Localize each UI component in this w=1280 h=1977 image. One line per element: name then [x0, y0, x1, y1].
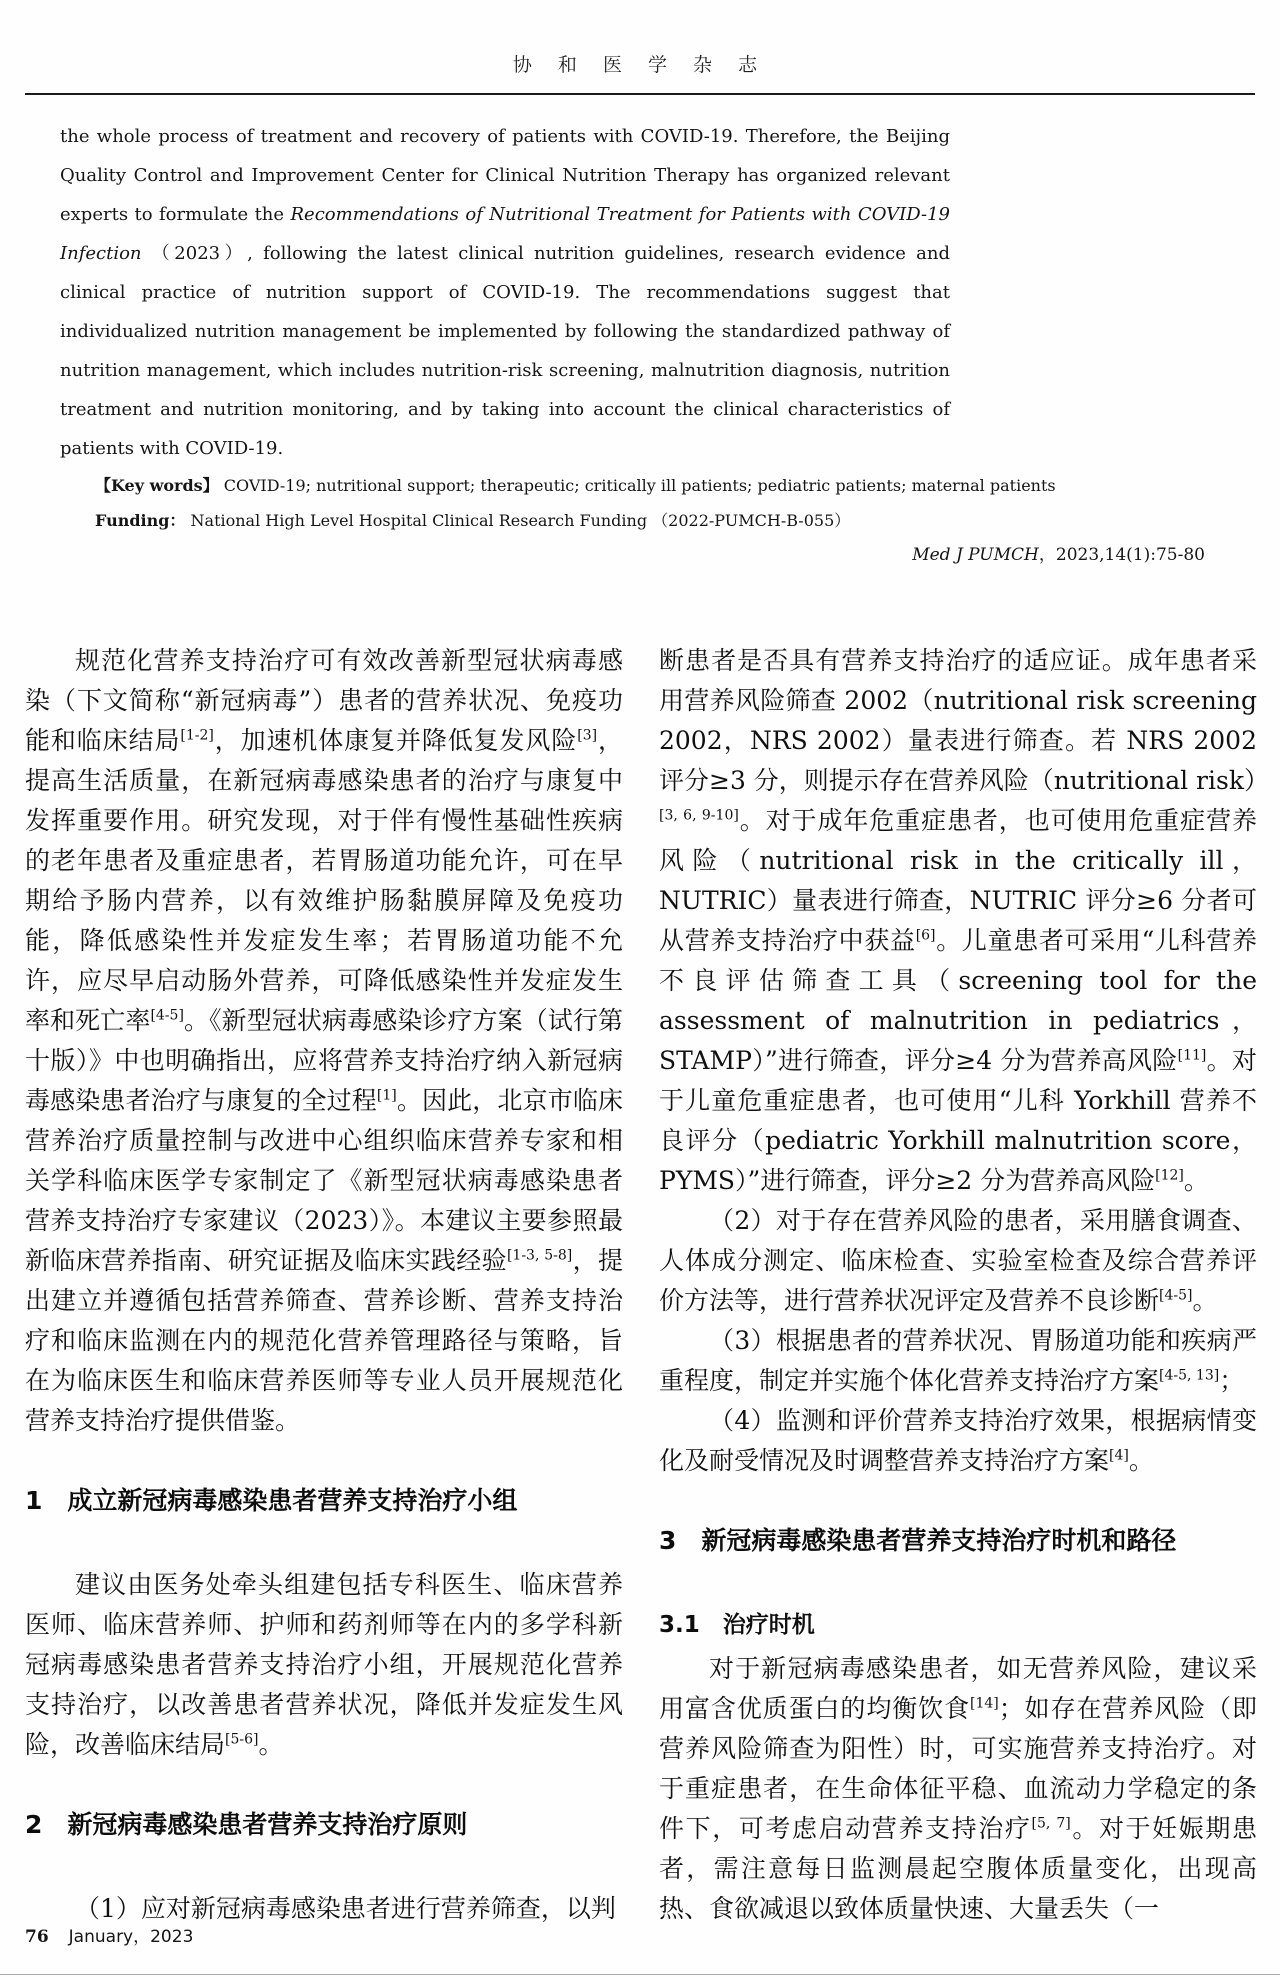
- left-column: [25, 641, 623, 1929]
- reference-superscript: [3, 6, 9-10]: [659, 807, 739, 824]
- section-heading-2: 2 新冠病毒感染患者营养支持治疗原则: [25, 1810, 468, 1839]
- body-paragraph: （4）监测和评价营养支持治疗效果，根据病情变化及耐受情况及时调整营养支持治疗方案[4]。: [659, 1406, 1257, 1475]
- body-paragraph: 规范化营养支持治疗可有效改善新型冠状病毒感染（下文简称“新冠病毒”）患者的营养状况、免疫功能和临床结局[1-2]，加速机体康复并降低复发风险[3]，提高生活质量，在新冠病毒感染患者的治疗与康复中发挥重要作用。研究发现，对于伴有慢性基础性疾病的老年患者及重症患者，若胃肠道功能允许，可在早期给予肠内营养，以有效维护肠黏膜屏障及免疫功能，降低感染性并发症发生率；若胃肠道功能不允许，应尽早启动肠外营养，可降低感染性并发症发生率和死亡率[4-5]。《新型冠状病毒感染诊疗方案（试行第十版）》中也明确指出，应将营养支持治疗纳入新冠病毒感染患者治疗与康复的全过程[1]。因此，北京市临床营养治疗质量控制与改进中心组织临床营养专家和相关学科临床医学专家制定了《新型冠状病毒感染患者营养支持治疗专家建议（2023）》。本建议主要参照最新临床营养指南、研究证据及临床实践经验[1-3, 5-8]，提出建立并遵循包括营养筛查、营养诊断、营养支持治疗和临床监测在内的规范化营养管理路径与策略，旨在为临床医生和临床营养医师等专业人员开展规范化营养支持治疗提供借鉴。: [25, 646, 623, 1435]
- reference-superscript: [1-2]: [180, 727, 214, 744]
- citation-volume-pages: ，2023,14(1):75-80: [1038, 545, 1205, 565]
- citation: [0, 538, 1205, 573]
- citation-journal: Med J PUMCH: [912, 545, 1039, 565]
- reference-superscript: [1]: [376, 1087, 397, 1104]
- reference-superscript: [6]: [915, 927, 936, 944]
- header-rule: [25, 93, 1255, 95]
- body-columns: [25, 641, 1269, 1929]
- keywords-label: 【Key words】: [95, 476, 219, 495]
- right-column: [659, 641, 1269, 1929]
- body-paragraph: 建议由医务处牵头组建包括专科医生、临床营养医师、临床营养师、护师和药剂师等在内的多学科新冠病毒感染患者营养支持治疗小组，开展规范化营养支持治疗，以改善患者营养状况，降低并发症发生风险，改善临床结局[5-6]。: [25, 1570, 623, 1759]
- reference-superscript: [4]: [1109, 1447, 1129, 1464]
- body-paragraph: （3）根据患者的营养状况、胃肠道功能和疾病严重程度，制定并实施个体化营养支持治疗方案[4-5, 13]；: [659, 1326, 1257, 1395]
- reference-superscript: [5-6]: [225, 1731, 259, 1748]
- section-heading-3: 3 新冠病毒感染患者营养支持治疗时机和路径: [659, 1526, 1177, 1555]
- page-footer: [25, 1922, 193, 1947]
- section-heading-1: 1 成立新冠病毒感染患者营养支持治疗小组: [25, 1486, 518, 1515]
- body-paragraph: 对于新冠病毒感染患者，如无营养风险，建议采用富含优质蛋白的均衡饮食[14]；如存在营养风险（即营养风险筛查为阳性）时，可实施营养支持治疗。对于重症患者，在生命体征平稳、血流动力学稳定的条件下，可考虑启动营养支持治疗[5, 7]。对于妊娠期患者，需注意每日监测晨起空腹体质量变化，出现高热、食欲减退以致体质量快速、大量丢失（一: [659, 1654, 1257, 1923]
- section-heading-3-1: 3.1 治疗时机: [659, 1612, 815, 1638]
- keywords-text: COVID-19; nutritional support; therapeutic; critically ill patients; pediatric patients; maternal patients: [223, 476, 1056, 495]
- funding-label: Funding：: [95, 511, 186, 530]
- abstract-section: [60, 117, 1056, 538]
- reference-superscript: [11]: [1177, 1047, 1207, 1064]
- keywords-line: [95, 468, 1056, 503]
- reference-superscript: [12]: [1155, 1167, 1184, 1184]
- page-number: 76: [25, 1927, 49, 1947]
- issue-date: January，2023: [68, 1927, 194, 1947]
- reference-superscript: [1-3, 5-8]: [506, 1247, 573, 1264]
- bottom-rule: [0, 1974, 1280, 1975]
- funding-text: National High Level Hospital Clinical Research Funding （2022-PUMCH-B-055）: [190, 511, 851, 530]
- body-paragraph: 断患者是否具有营养支持治疗的适应证。成年患者采用营养风险筛查 2002（nutritional risk screening 2002，NRS 2002）量表进行筛查。若 NRS 2002 评分≥3 分，则提示存在营养风险（nutritional risk）[3, 6, 9-10]。对于成年危重症患者，也可使用危重症营养风险（nutritional risk in the critically ill，NUTRIC）量表进行筛查，NUTRIC 评分≥6 分者可从营养支持治疗中获益[6]。儿童患者可采用“儿科营养不良评估筛查工具（screening tool for the assessment of malnutrition in pediatrics，STAMP）”进行筛查，评分≥4 分为营养高风险[11]。对于儿童危重症患者，也可使用“儿科 Yorkhill 营养不良评分（pediatric Yorkhill malnutrition score，PYMS）”进行筛查，评分≥2 分为营养高风险[12]。: [659, 646, 1269, 1195]
- reference-superscript: [4-5, 13]: [1159, 1367, 1220, 1384]
- body-paragraph: （2）对于存在营养风险的患者，采用膳食调查、人体成分测定、临床检查、实验室检查及综合营养评价方法等，进行营养状况评定及营养不良诊断[4-5]。: [659, 1206, 1257, 1315]
- journal-title: 协 和 医 学 杂 志: [512, 54, 768, 76]
- reference-superscript: [14]: [969, 1695, 999, 1712]
- reference-superscript: [4-5]: [1159, 1287, 1193, 1304]
- reference-superscript: [5, 7]: [1031, 1815, 1071, 1832]
- funding-line: [95, 503, 950, 538]
- abstract-paragraph: the whole process of treatment and recovery of patients with COVID-19. Therefore, the Beijing Quality Control and Improvement Center for Clinical Nutrition Therapy has organized relevant experts to formulate the Recommendations of Nutritional Treatment for Patients with COVID-19 Infection （2023）, following the latest clinical nutrition guidelines, research evidence and clinical practice of nutrition support of COVID-19. The recommendations suggest that individualized nutrition management be implemented by following the standardized pathway of nutrition management, which includes nutrition-risk screening, malnutrition diagnosis, nutrition treatment and nutrition monitoring, and by taking into account the clinical characteristics of patients with COVID-19.: [60, 126, 950, 459]
- reference-superscript: [3]: [577, 727, 598, 744]
- reference-superscript: [4-5]: [150, 1007, 184, 1024]
- body-paragraph: （1）应对新冠病毒感染患者进行营养筛查，以判: [75, 1894, 616, 1923]
